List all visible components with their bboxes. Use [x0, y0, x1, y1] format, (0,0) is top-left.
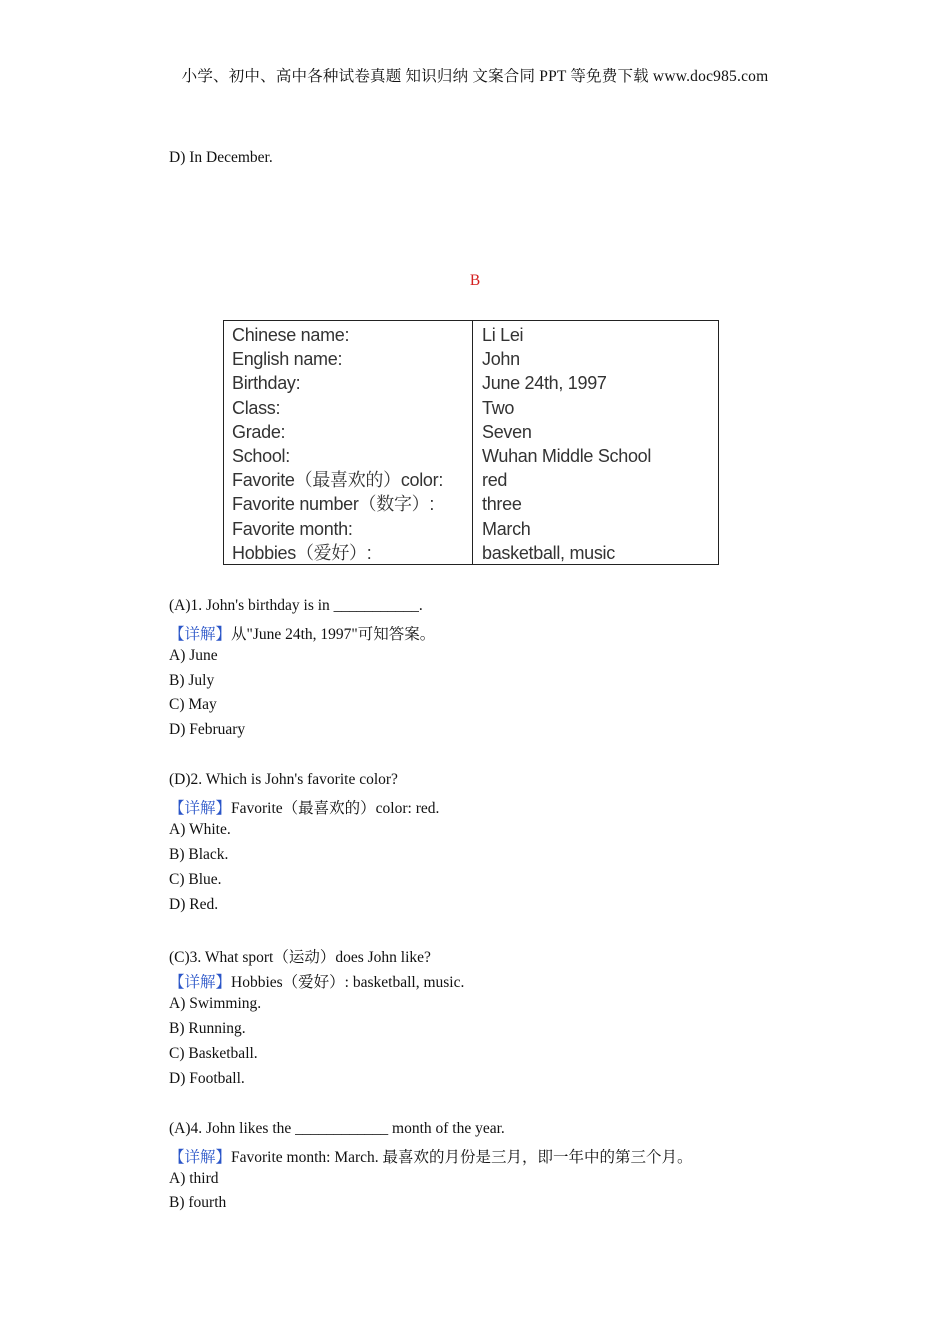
- info-label: School:: [232, 445, 290, 466]
- info-label: Chinese name:: [232, 325, 350, 345]
- info-label: Class:: [232, 397, 281, 418]
- question-2-option: D) Red.: [169, 896, 219, 913]
- info-value: Li Lei: [482, 325, 524, 345]
- question-1-option: A) June: [169, 647, 218, 664]
- question-3-stem: (C)3. What sport（运动）does John like?: [169, 949, 431, 966]
- info-value: Wuhan Middle School: [482, 445, 652, 466]
- question-2-explain: 【详解】Favorite（最喜欢的）color: red.: [169, 800, 440, 817]
- info-value: March: [482, 518, 531, 539]
- question-3-option: A) Swimming.: [169, 995, 262, 1012]
- section-letter: B: [469, 272, 481, 289]
- question-1-option: B) July: [169, 672, 215, 689]
- info-label: Favorite（最喜欢的）color:: [232, 470, 444, 491]
- question-1-option: C) May: [169, 696, 217, 713]
- info-value: June 24th, 1997: [482, 373, 607, 394]
- question-1-explain: 【详解】从"June 24th, 1997"可知答案。: [169, 626, 436, 643]
- option-d: D) In December.: [169, 149, 273, 166]
- question-4-stem: (A)4. John likes the ____________ month of the year.: [169, 1120, 505, 1137]
- info-label: Favorite number（数字）:: [232, 494, 435, 515]
- question-2-option: A) White.: [169, 821, 231, 838]
- question-2-option: C) Blue.: [169, 871, 222, 888]
- info-label: Birthday:: [232, 373, 301, 394]
- info-label: Grade:: [232, 421, 286, 442]
- info-value: red: [482, 470, 508, 491]
- info-table-values: [473, 321, 651, 564]
- question-4-explain: 【详解】Favorite month: March. 最喜欢的月份是三月，即一年中的第三个月。: [169, 1149, 693, 1166]
- question-3-option: D) Football.: [169, 1070, 245, 1087]
- question-1-option: D) February: [169, 721, 246, 738]
- info-label: Favorite month:: [232, 518, 353, 539]
- info-label: English name:: [232, 349, 343, 370]
- info-value: Two: [482, 397, 515, 418]
- info-value: basketball, music: [482, 542, 615, 563]
- info-table: [223, 320, 719, 565]
- question-1-stem: (A)1. John's birthday is in ___________.: [169, 597, 423, 614]
- info-value: John: [482, 349, 520, 370]
- question-4-option: B) fourth: [169, 1194, 227, 1211]
- info-label: Hobbies（爱好）:: [232, 542, 372, 563]
- question-3-option: B) Running.: [169, 1020, 246, 1037]
- page-header: 小学、初中、高中各种试卷真题 知识归纳 文案合同 PPT 等免费下载 www.doc985.com: [181, 68, 769, 85]
- question-2-stem: (D)2. Which is John's favorite color?: [169, 771, 398, 788]
- info-table-labels: [224, 321, 473, 564]
- info-value: three: [482, 494, 522, 515]
- question-2-option: B) Black.: [169, 846, 229, 863]
- question-3-explain: 【详解】Hobbies（爱好）: basketball, music.: [169, 974, 465, 991]
- info-value: Seven: [482, 421, 532, 442]
- question-3-option: C) Basketball.: [169, 1045, 258, 1062]
- question-4-option: A) third: [169, 1170, 219, 1187]
